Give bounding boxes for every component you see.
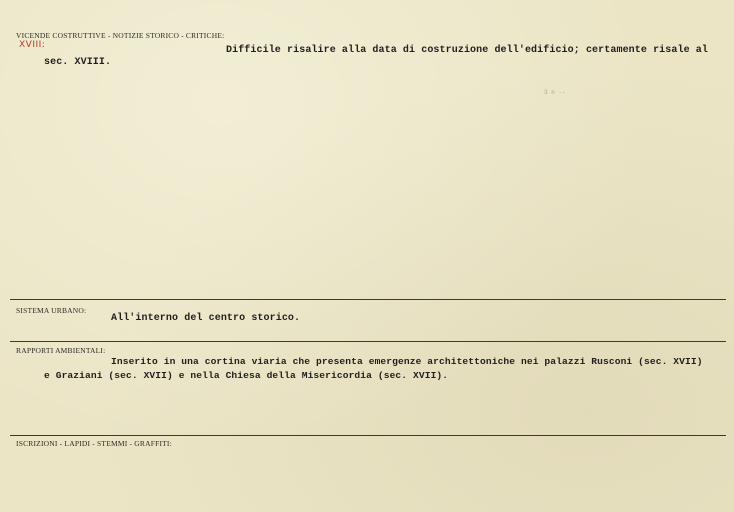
iscrizioni-label: ISCRIZIONI - LAPIDI - STEMMI - GRAFFITI:: [16, 439, 172, 448]
vicende-text-line2: sec. XVIII.: [44, 57, 112, 68]
section-divider: [10, 341, 726, 342]
vicende-label: VICENDE COSTRUTTIVE - NOTIZIE STORICO - CRITICHE:: [16, 31, 225, 40]
vicende-text-line1: Difficile risalire alla data di costruzione dell'edificio; certamente risale al: [226, 45, 708, 56]
rapporti-ambientali-label: RAPPORTI AMBIENTALI:: [16, 346, 106, 355]
rapporti-ambientali-text-line1: Inserito in una cortina viaria che presenta emergenze architettoniche nei palazzi Rusconi (sec. XVII): [111, 356, 703, 367]
section-divider: [10, 299, 726, 300]
rapporti-ambientali-text-line2: e Graziani (sec. XVII) e nella Chiesa della Misericordia (sec. XVII).: [44, 370, 449, 381]
section-divider: [10, 435, 726, 436]
sistema-urbano-label: SISTEMA URBANO:: [16, 306, 87, 315]
sistema-urbano-text: All'interno del centro storico.: [111, 313, 301, 324]
faint-mark: 3 n --: [544, 89, 566, 96]
handwritten-note: XVIII:: [19, 40, 46, 50]
